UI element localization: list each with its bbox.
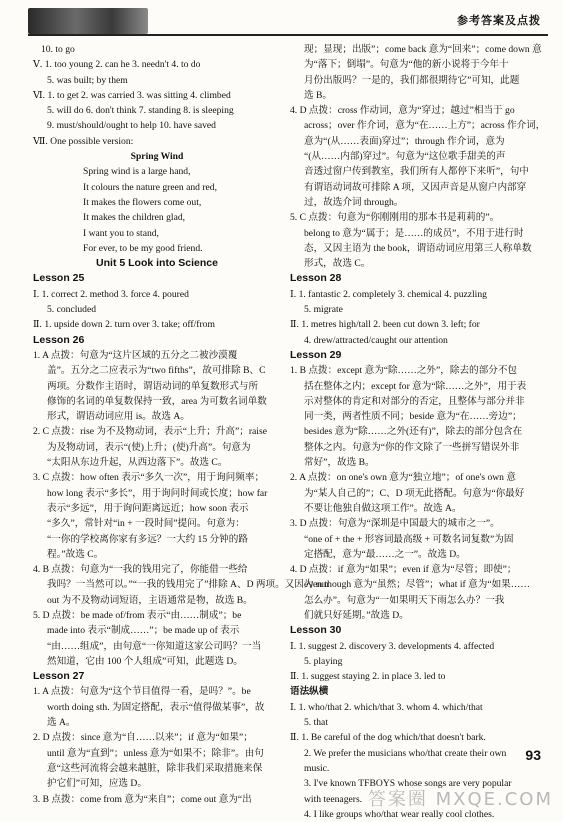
lesson-heading: Lesson 27 xyxy=(33,670,85,683)
text-line: 示对整体的肯定和对部分的否定，且整体与部分并非 xyxy=(304,395,525,407)
text-line: 括在整体之内；except for 意为“除……之外”，用于表 xyxy=(304,380,527,392)
header-rule xyxy=(28,34,548,36)
text-line: 10. to go xyxy=(41,44,75,55)
text-line: 4. I like groups who/that wear really cool clothes. xyxy=(304,808,495,820)
text-line: 5. playing xyxy=(304,655,343,667)
text-line: 现；显现；出版”；come back 意为“回来”；come down 意 xyxy=(304,44,542,55)
text-line: 5. was built; by them xyxy=(47,74,128,86)
text-line: 选 B。 xyxy=(304,89,332,101)
text-line: 4. D 点拨：if 意为“如果”；even if 意为“尽管；即使”； xyxy=(290,564,517,576)
text-line: 4. D 点拨：cross 作动词，意为“穿过；越过”相当于 go xyxy=(290,105,515,117)
lesson-heading: Lesson 30 xyxy=(290,624,342,637)
text-line: Spring Wind xyxy=(130,151,184,163)
text-line: 3. B 点拨：come from 意为“来自”；come out 意为“出 xyxy=(33,793,252,805)
lesson-heading: Lesson 26 xyxy=(33,333,85,346)
text-line: Ⅰ. 1. fantastic 2. completely 3. chemical 4. puzzling xyxy=(290,288,487,300)
text-line: 然知道，它由 100 个人组成”可知，此题选 D。 xyxy=(47,655,243,667)
text-line: 过，故选介词 through。 xyxy=(304,196,404,208)
text-line: 2. D 点拨：since 意为“自……以来”；if 意为“如果”； xyxy=(33,732,253,744)
text-line: 5. migrate xyxy=(304,304,343,316)
text-line: 为“落下；倒塌”。句意为“他的新小说将于今年十 xyxy=(304,59,509,71)
text-line: worth doing sth. 为固定搭配，表示“值得做某事”，故 xyxy=(47,701,265,713)
text-line: 态，又因主语为 the book，谓语动词应用第三人称单数 xyxy=(304,242,532,254)
text-line: 3. D 点拨：句意为“深圳是中国最大的城市之一”。 xyxy=(290,518,500,530)
text-line: It makes the flowers come out, xyxy=(83,196,202,208)
text-line: 表示“多远”，用于询问距离远近；how soon 表示 xyxy=(47,502,249,514)
text-line: 同一类，两者性质不同；beside 意为“在……旁边”； xyxy=(304,411,522,423)
lesson-heading: Lesson 29 xyxy=(290,348,342,361)
text-line: “one of + the + 形容词最高级 + 可数名词复数”为固 xyxy=(304,533,514,545)
text-line: 护它们”可知，应选 D。 xyxy=(47,778,147,790)
text-line: even though 意为“虽然；尽管”；what if 意为“如果…… xyxy=(304,579,530,591)
text-line: 2. We prefer the musicians who/that create their own xyxy=(304,747,507,759)
text-line: 语法纵横 xyxy=(290,686,329,698)
text-line: 3. I've known TFBOYS whose songs are very popular xyxy=(304,778,512,790)
text-line: 常好”，故选 B。 xyxy=(304,457,375,469)
lesson-heading: Lesson 28 xyxy=(290,272,342,285)
text-line: across；over 作介词，意为“在……上方”；across 作介词， xyxy=(304,120,546,132)
text-line: 1. B 点拨：except 意为“除……之外”，除去的部分不包 xyxy=(290,365,518,377)
text-line: I want you to stand, xyxy=(83,227,159,239)
text-line: Ⅰ. 1. suggest 2. discovery 3. developments 4. affected xyxy=(290,640,495,652)
text-line: 两项。分数作主语时，谓语动词的单复数形式与所 xyxy=(47,380,259,392)
text-line: 形式，故选 C。 xyxy=(304,258,371,270)
text-line: 5. will do 6. don't think 7. standing 8. is sleeping xyxy=(47,105,234,117)
text-line: Ⅱ. 1. metres high/tall 2. been cut down 3. left; for xyxy=(290,319,480,331)
text-line: Ⅵ. 1. to get 2. was carried 3. was sitting 4. climbed xyxy=(33,89,231,101)
text-line: 5. D 点拨：be made of/from 表示“由……制成”；be xyxy=(33,609,242,621)
text-line: until 意为“直到”；unless 意为“如果不；除非”。由句 xyxy=(47,747,264,759)
text-line: 音透过窗户传到教室，我们所有人都停下来听”，句中 xyxy=(304,166,529,178)
text-line: “(从……内部)穿过”。句意为“这位歌手甜美的声 xyxy=(304,151,506,163)
text-line: 2. A 点拨：on one's own 意为“独立地”；of one's own 意 xyxy=(290,472,516,484)
text-line: 有谓语动词故可排除 A 项，又因声音是从窗户内部穿 xyxy=(304,181,527,193)
text-line: 形式，谓语动词应用 is。故选 A。 xyxy=(47,411,190,423)
right-column xyxy=(290,42,552,822)
text-line: 盖”。五分之二应表示为“two fifths”，故可排除 B、C xyxy=(47,365,266,377)
text-line: 修饰的名词的单复数保持一致，area 为可数名词单数 xyxy=(47,395,267,407)
text-line: It colours the nature green and red, xyxy=(83,181,217,193)
text-line: out 为不及物动词短语，主语通常是物，故选 B。 xyxy=(47,594,253,606)
text-line: “太阳从东边升起，从西边落下”。故选 C。 xyxy=(47,457,228,469)
text-line: Spring wind is a large hand, xyxy=(83,166,191,178)
text-line: 意为“(从……表面)穿过”；through 作介词，意为 xyxy=(304,135,505,147)
text-line: 5. C 点拨：句意为“你刚刚用的那本书是莉莉的”。 xyxy=(290,212,500,224)
text-line: Ⅰ. 1. who/that 2. which/that 3. whom 4. which/that xyxy=(290,701,483,713)
text-line: with teenagers. xyxy=(304,793,363,805)
text-line: For ever, to be my good friend. xyxy=(83,242,203,254)
text-line: Ⅱ. 1. upside down 2. turn over 3. take; off/from xyxy=(33,319,215,331)
text-line: Ⅱ. 1. Be careful of the dog which/that doesn't bark. xyxy=(290,732,486,744)
text-line: Ⅰ. 1. correct 2. method 3. force 4. poured xyxy=(33,288,189,300)
page-number: 93 xyxy=(525,746,541,763)
watermark: 答案圈 MXQE.COM xyxy=(367,788,553,810)
text-line: Ⅱ. 1. suggest staying 2. in place 3. led to xyxy=(290,671,446,683)
text-line: 为及物动词，表示“(使)上升；(使)升高”。句意为 xyxy=(47,441,251,453)
text-line: how long 表示“多长”，用于询问时间或长度；how far xyxy=(47,487,268,499)
text-line: besides 意为“除……之外(还有)”，除去的部分包含在 xyxy=(304,426,523,438)
text-line: 1. A 点拨：句意为“这片区域的五分之二被沙漠覆 xyxy=(33,349,238,361)
text-line: made into 表示“制成……”；be made up of 表示 xyxy=(47,625,240,637)
text-line: “一你的学校离你家有多远？一大约 15 分钟的路 xyxy=(47,533,248,545)
text-line: 3. C 点拨：how often 表示“多久一次”，用于询问频率； xyxy=(33,472,265,484)
text-line: 不要让他独自做这项工作”。故选 A。 xyxy=(304,502,462,514)
text-line: belong to 意为“属于；是……的成员”，不用于进行时 xyxy=(304,227,524,239)
text-line: 为“某人自己的”；C、D 项无此搭配。句意为“你最好 xyxy=(304,487,525,499)
text-line: music. xyxy=(304,762,330,774)
text-line: 选 A。 xyxy=(47,717,76,729)
text-line: 怎么办”。句意为“一如果明天下雨怎么办？一我 xyxy=(304,594,505,606)
text-line: 整体之内。句意为“你的作文除了一些拼写错误外非 xyxy=(304,441,520,453)
text-line: 5. concluded xyxy=(47,304,97,316)
text-line: 我吗？一当然可以。”“一我的钱用完了”排除 A、D 两项。又因为 run xyxy=(47,579,329,591)
text-line: Ⅴ. 1. too young 2. can he 3. needn't 4. to do xyxy=(33,59,201,71)
text-line: 定搭配，意为“最……之一”。故选 D。 xyxy=(304,548,466,560)
header-title: 参考答案及点拨 xyxy=(457,14,541,27)
text-line: 4. drew/attracted/caught our attention xyxy=(304,334,448,346)
text-line: 5. that xyxy=(304,717,328,729)
text-line: 程。”故选 C。 xyxy=(47,548,104,560)
text-line: It makes the children glad, xyxy=(83,212,186,224)
text-line: 9. must/should/ought to help 10. have saved xyxy=(47,120,216,132)
lesson-heading: Lesson 25 xyxy=(33,272,85,285)
text-line: Ⅶ. One possible version: xyxy=(33,135,134,147)
page-header xyxy=(0,0,563,40)
text-line: 意“这些河流将会越来越脏，除非我们采取措施来保 xyxy=(47,762,263,774)
unit-heading: Unit 5 Look into Science xyxy=(96,257,218,270)
text-line: 们就只好延期。”故选 D。 xyxy=(304,609,409,621)
text-line: 月份出版吗？一是的，我们都很期待它”可知，此题 xyxy=(304,74,520,86)
text-line: 4. B 点拨：句意为“一我的钱用完了，你能借一些给 xyxy=(33,564,248,576)
header-banner-image xyxy=(28,8,148,34)
text-line: 2. C 点拨：rise 为不及物动词，表示“上升；升高”；raise xyxy=(33,426,267,438)
text-line: “多久”，常针对“in + 一段时间”提问。句意为： xyxy=(47,518,245,530)
text-line: “由……组成”，由句意“一你知道这家公司吗？一当 xyxy=(47,640,262,652)
text-line: 1. A 点拨：句意为“这个节目值得一看，是吗？”。be xyxy=(33,686,251,698)
